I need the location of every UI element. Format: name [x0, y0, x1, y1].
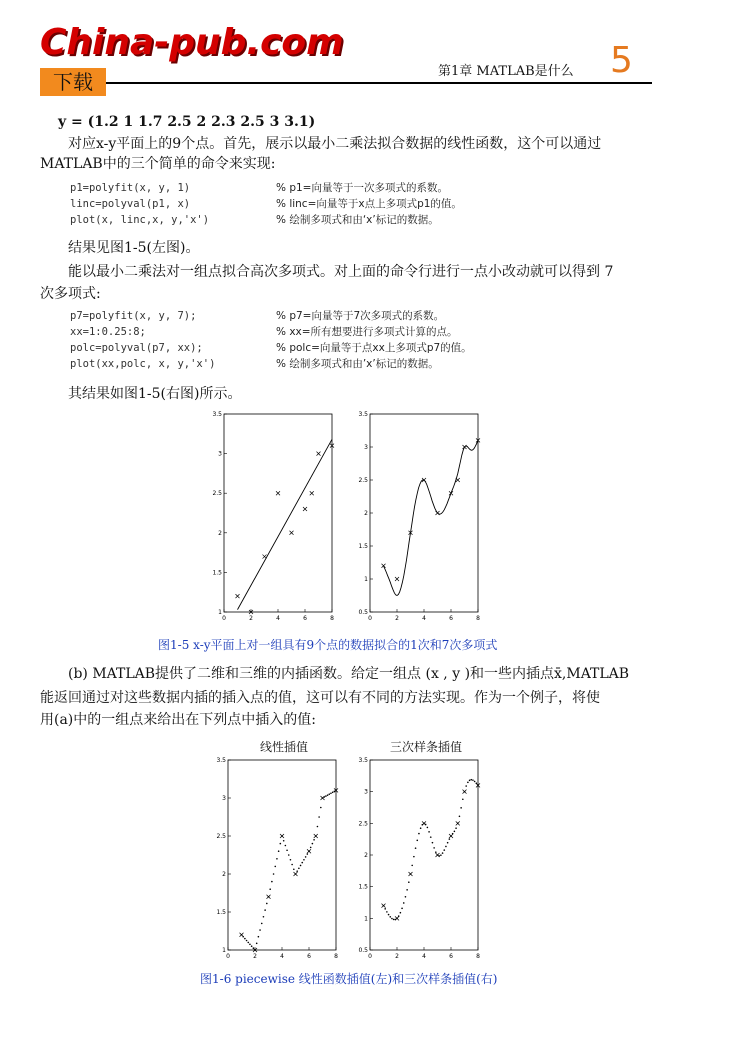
y-tick-label: 2.5: [212, 490, 222, 498]
interpolated-point: [418, 833, 420, 835]
header-rule: [106, 82, 652, 84]
code-line: linc=polyval(p1, x): [70, 198, 191, 210]
y-tick-label: 3.5: [358, 757, 368, 764]
interpolated-point: [327, 794, 329, 796]
code-comment: % p7=向量等于7次多项式的系数。: [276, 310, 445, 322]
interpolated-point: [296, 870, 298, 872]
interpolated-point: [388, 914, 390, 916]
y-tick-label: 1: [218, 609, 222, 616]
interpolated-point: [293, 868, 295, 870]
linear-fit-line: [238, 439, 333, 609]
x-tick-label: 2: [249, 615, 253, 622]
interpolated-point: [290, 859, 292, 861]
interpolated-point: [403, 902, 405, 904]
interpolated-point: [415, 847, 417, 849]
code-block-1: [70, 180, 209, 228]
plot-frame: [224, 414, 332, 612]
interpolated-point: [251, 945, 253, 947]
y-tick-label: 3: [364, 444, 368, 451]
chapter-title: 第1章 MATLAB是什么: [438, 64, 574, 79]
interpolated-point: [325, 795, 327, 797]
interpolated-point: [247, 942, 249, 944]
x-tick-label: 4: [422, 615, 426, 622]
x-tick-label: 0: [226, 953, 230, 960]
interpolated-point: [301, 862, 303, 864]
interpolated-point: [405, 896, 407, 898]
interpolated-point: [413, 856, 415, 858]
interpolated-point: [454, 831, 456, 833]
plot-frame: [228, 760, 336, 950]
data-marker: [395, 577, 399, 581]
paragraph-3-line-1: (b) MATLAB提供了二维和三维的内插函数。给定一组点 (x , y )和一些内插点x̄,MATLAB: [68, 666, 630, 682]
data-marker: [382, 564, 386, 568]
interpolated-point: [408, 881, 410, 883]
interpolated-point: [274, 866, 276, 868]
interpolated-point: [435, 851, 437, 853]
interpolated-point: [283, 840, 285, 842]
interpolated-point: [259, 929, 261, 931]
y-tick-label: 2.5: [358, 820, 368, 828]
y-tick-label: 1.5: [216, 909, 226, 916]
y-tick-label: 0.5: [358, 609, 368, 616]
data-marker: [436, 511, 440, 515]
china-pub-logo: China-pub.com: [40, 22, 344, 63]
interpolated-point: [271, 881, 273, 883]
interpolated-point: [384, 908, 386, 910]
paragraph-2-line-1: 能以最小二乘法对一组点拟合高次多项式。对上面的命令行进行一点小改动就可以得到 7: [68, 264, 614, 280]
paragraph-1-line-2: MATLAB中的三个简单的命令来实现:: [40, 156, 276, 172]
data-marker: [303, 507, 307, 511]
interpolated-point: [286, 849, 288, 851]
figure-1-5-caption: 图1-5 x-y平面上对一组具有9个点的数据拟合的1次和7次多项式: [158, 638, 498, 652]
interpolated-point: [303, 859, 305, 861]
interpolated-point: [264, 909, 266, 911]
interpolated-point: [328, 793, 330, 795]
y-tick-label: 2.5: [358, 477, 368, 484]
y-tick-label: 1: [364, 576, 368, 583]
interpolated-point: [465, 785, 467, 787]
fig1-5-right-plot: [354, 408, 482, 626]
code-line: p7=polyfit(x, y, 7);: [70, 310, 197, 322]
x-tick-label: 6: [449, 953, 453, 960]
data-marker: [436, 853, 440, 857]
data-marker: [317, 452, 321, 456]
interpolated-point: [462, 798, 464, 800]
fig1-5-left-plot: [208, 408, 336, 626]
data-marker: [236, 594, 240, 598]
y-tick-label: 3: [222, 795, 226, 802]
paragraph-3-line-2: 能返回通过对这些数据内插的插入点的值，这可以有不同的方法实现。作为一个例子，将使: [40, 690, 600, 706]
interpolated-point: [273, 873, 275, 875]
fig1-6-right-plot: [354, 754, 482, 964]
polynomial-fit-curve: [384, 440, 479, 595]
data-marker: [449, 834, 453, 838]
plot-title-linear: 线性插值: [260, 740, 309, 754]
interpolated-point: [430, 836, 432, 838]
interpolated-point: [432, 842, 434, 844]
plot-frame: [370, 414, 478, 612]
y-tick-label: 3.5: [358, 411, 368, 418]
y-tick-label: 3: [218, 450, 222, 458]
data-marker: [310, 491, 314, 495]
interpolated-point: [276, 858, 278, 860]
data-marker: [449, 491, 453, 495]
interpolated-point: [307, 853, 309, 855]
interpolated-point: [313, 839, 315, 841]
interpolated-point: [389, 916, 391, 918]
paragraph-1-line-1: 对应x-y平面上的9个点。首先，展示以最小二乘法拟合数据的线性函数，这个可以通过: [68, 136, 602, 152]
result-1: 结果见图1-5(左图)。: [68, 240, 200, 256]
interpolated-point: [317, 826, 319, 828]
interpolated-point: [445, 846, 447, 848]
x-tick-label: 2: [253, 953, 257, 960]
interpolated-point: [269, 888, 271, 890]
code-line: xx=1:0.25:8;: [70, 326, 146, 338]
code-comment: % polc=向量等于点xx上多项式p7的值。: [276, 342, 472, 354]
interpolated-point: [278, 850, 280, 852]
y-tick-label: 1.5: [358, 543, 368, 550]
data-marker: [395, 916, 399, 920]
code-line: polc=polyval(p7, xx);: [70, 342, 203, 354]
x-tick-label: 2: [395, 615, 399, 622]
interpolated-point: [474, 781, 476, 783]
interpolated-point: [310, 847, 312, 849]
interpolated-point: [300, 865, 302, 867]
y-tick-label: 1: [222, 947, 226, 954]
plot-frame: [370, 760, 478, 950]
interpolated-point: [256, 943, 258, 945]
code-comment: % linc=向量等于x点上多项式p1的值。: [276, 198, 462, 210]
interpolated-point: [332, 792, 334, 794]
x-tick-label: 6: [307, 953, 311, 960]
fig1-6-left-plot: [212, 754, 340, 964]
code-block-2: [70, 308, 215, 372]
paragraph-2-line-2: 次多项式:: [40, 286, 101, 302]
data-marker: [321, 796, 325, 800]
download-badge[interactable]: 下载: [40, 68, 106, 96]
code-comment: % 绘制多项式和由’x’标记的数据。: [276, 358, 439, 370]
data-marker: [463, 445, 467, 449]
y-tick-label: 3.5: [212, 411, 222, 418]
interpolated-point: [459, 815, 461, 817]
interpolated-point: [428, 831, 430, 833]
data-marker: [409, 872, 413, 876]
data-marker: [314, 834, 318, 838]
y-tick-label: 2: [364, 852, 368, 859]
x-tick-label: 4: [276, 615, 280, 622]
interpolated-point: [433, 847, 435, 849]
interpolated-point: [249, 944, 251, 946]
interpolated-point: [305, 856, 307, 858]
interpolated-point: [312, 843, 314, 845]
y-tick-label: 0.5: [358, 947, 368, 954]
y-tick-label: 1: [364, 915, 368, 923]
x-tick-label: 8: [476, 615, 480, 622]
x-tick-label: 4: [422, 953, 426, 960]
y-tick-label: 2: [364, 510, 368, 517]
data-marker: [456, 821, 460, 825]
data-marker: [263, 555, 267, 559]
x-tick-label: 0: [222, 615, 226, 622]
interpolated-point: [460, 807, 462, 809]
data-marker: [382, 904, 386, 908]
data-marker: [422, 821, 426, 825]
x-tick-label: 4: [280, 953, 284, 960]
x-tick-label: 6: [303, 615, 307, 622]
plot-title-spline: 三次样条插值: [390, 740, 463, 754]
interpolated-point: [261, 923, 263, 925]
y-tick-label: 3: [364, 788, 368, 796]
interpolated-point: [393, 919, 395, 921]
interpolated-point: [420, 827, 422, 829]
code-comments-1: [276, 180, 462, 228]
interpolated-point: [320, 807, 322, 809]
code-comment: % p1=向量等于一次多项式的系数。: [276, 182, 448, 194]
y-tick-label: 3.5: [216, 757, 226, 764]
interpolated-point: [467, 782, 469, 784]
interpolated-point: [416, 840, 418, 842]
interpolated-point: [469, 780, 471, 782]
interpolated-point: [266, 903, 268, 905]
interpolated-point: [288, 854, 290, 856]
interpolated-point: [400, 912, 402, 914]
interpolated-point: [472, 779, 474, 781]
interpolated-point: [263, 916, 265, 918]
y-tick-label: 1.5: [212, 569, 222, 577]
x-tick-label: 6: [449, 615, 453, 622]
code-line: plot(x, linc,x, y,'x'): [70, 214, 210, 226]
data-marker: [276, 491, 280, 495]
x-tick-label: 8: [476, 953, 480, 960]
data-marker: [463, 790, 467, 794]
interpolated-point: [298, 868, 300, 870]
code-line: plot(xx,polc, x, y,'x'): [70, 358, 216, 370]
interpolated-point: [442, 852, 444, 854]
y-tick-label: 1.5: [358, 883, 368, 891]
interpolated-point: [318, 816, 320, 818]
x-tick-label: 2: [395, 953, 399, 960]
data-marker: [267, 895, 271, 899]
page-number: 5: [610, 40, 633, 81]
interpolated-point: [386, 911, 388, 913]
interpolated-point: [455, 827, 457, 829]
code-comment: % 绘制多项式和由‘x’标记的数据。: [276, 214, 439, 226]
figure-1-6-caption: 图1-6 piecewise 线性函数插值(左)和三次样条插值(右): [200, 972, 498, 986]
interpolated-point: [470, 779, 472, 781]
result-2: 其结果如图1-5(右图)所示。: [68, 386, 242, 402]
interpolated-point: [280, 843, 282, 845]
interpolated-point: [285, 845, 287, 847]
code-line: p1=polyfit(x, y, 1): [70, 182, 191, 194]
y-vector-line: y = (1.2 1 1.7 2.5 2 2.3 2.5 3 3.1): [58, 114, 316, 130]
interpolated-point: [427, 827, 429, 829]
data-marker: [307, 849, 311, 853]
interpolated-point: [447, 842, 449, 844]
y-tick-label: 2: [222, 871, 226, 878]
x-tick-label: 8: [330, 615, 334, 622]
data-marker: [280, 834, 284, 838]
interpolated-point: [291, 864, 293, 866]
x-tick-label: 8: [334, 953, 338, 960]
data-marker: [294, 872, 298, 876]
interpolated-point: [411, 865, 413, 867]
interpolated-point: [401, 908, 403, 910]
interpolated-point: [258, 936, 260, 938]
y-tick-label: 2.5: [216, 833, 226, 840]
code-comments-2: [276, 308, 472, 372]
x-tick-label: 0: [368, 615, 372, 622]
interpolated-point: [440, 854, 442, 856]
paragraph-3-line-3: 用(a)中的一组点来给出在下列点中插入的值:: [40, 712, 316, 728]
x-tick-label: 0: [368, 953, 372, 960]
interpolated-point: [443, 849, 445, 851]
interpolated-point: [244, 938, 246, 940]
interpolated-point: [449, 838, 451, 840]
interpolated-point: [330, 792, 332, 794]
code-comment: % xx=所有想要进行多项式计算的点。: [276, 326, 458, 338]
data-marker: [240, 933, 244, 937]
interpolated-point: [391, 918, 393, 920]
interpolated-point: [406, 889, 408, 891]
interpolated-point: [246, 940, 248, 942]
y-tick-label: 2: [218, 529, 222, 537]
data-marker: [290, 531, 294, 535]
